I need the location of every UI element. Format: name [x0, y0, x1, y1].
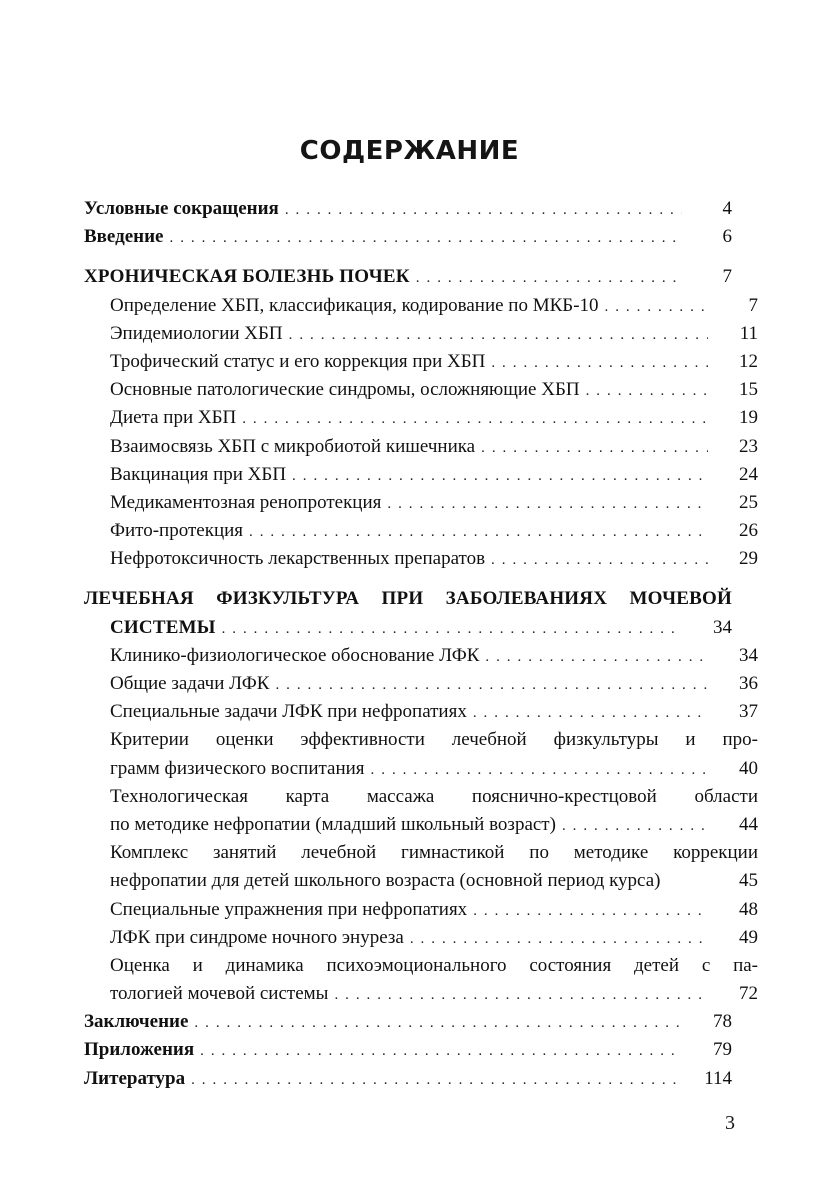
- toc-entry[interactable]: [84, 379, 758, 407]
- toc-entry-label: Клинико-физиологическое обоснование ЛФК: [110, 644, 480, 666]
- toc-entry-line: [110, 870, 758, 898]
- toc-page-number: 37: [739, 701, 758, 723]
- toc-entry-line: [110, 379, 758, 407]
- toc-entry-line: [110, 407, 758, 435]
- toc-entry-label: Условные сокращения: [84, 198, 279, 219]
- toc-entry-line: [84, 1068, 732, 1096]
- toc-entry[interactable]: [84, 786, 758, 842]
- toc-entry-line: [110, 548, 758, 576]
- toc-entry-line: [110, 814, 758, 842]
- toc-entry[interactable]: [84, 899, 758, 927]
- toc-page-number: 19: [739, 407, 758, 429]
- dot-leader: [473, 903, 708, 920]
- dot-leader: [200, 1043, 682, 1060]
- page-folio: 3: [725, 1112, 735, 1134]
- toc-page-number: 12: [739, 350, 758, 372]
- toc-entry[interactable]: [84, 520, 758, 548]
- dot-leader: [242, 411, 708, 428]
- toc-entry-line: [84, 266, 732, 294]
- toc-page-number: 49: [739, 926, 758, 948]
- toc-entry[interactable]: [84, 729, 758, 785]
- toc-entry-label: Основные патологические синдромы, осложняющие ХБП: [110, 379, 580, 401]
- toc-entry-label: Технологическая карта массажа пояснично-крестцовой области: [110, 785, 758, 807]
- toc-entry-label: Вакцинация при ХБП: [110, 463, 287, 485]
- dot-leader: [292, 468, 708, 485]
- toc-entry[interactable]: [84, 548, 758, 576]
- dot-leader: [481, 440, 708, 457]
- toc-entry-label: Нефротоксичность лекарственных препаратов: [110, 548, 486, 570]
- toc-page-number: 25: [739, 491, 758, 513]
- toc-page-number: 4: [722, 198, 732, 219]
- toc-entry-label: Специальные задачи ЛФК при нефропатиях: [110, 701, 467, 723]
- toc-page-number: 34: [713, 616, 732, 638]
- toc-entry-line: [84, 1039, 732, 1067]
- toc-entry-line: [110, 295, 758, 323]
- toc-page-number: 48: [739, 898, 758, 920]
- toc-entry[interactable]: [84, 226, 732, 254]
- toc-entry[interactable]: [84, 295, 758, 323]
- toc-entry-line: [84, 617, 732, 645]
- toc-entry-line: [110, 436, 758, 464]
- dot-leader: [275, 677, 708, 694]
- dot-leader: [491, 355, 708, 372]
- toc-page-number: 7: [748, 294, 758, 316]
- page-title: СОДЕРЖАНИЕ: [299, 136, 520, 166]
- dot-leader: [249, 524, 708, 541]
- toc-entry-line: [110, 955, 758, 983]
- toc-entry[interactable]: [84, 645, 758, 673]
- toc-entry-label: Литература: [84, 1067, 186, 1089]
- toc-entry[interactable]: [84, 1068, 732, 1096]
- toc-entry-line: [110, 351, 758, 379]
- toc-entry-label: по методике нефропатии (младший школьный возраст): [110, 813, 556, 835]
- toc-entry-label: грамм физического воспитания: [110, 757, 365, 779]
- toc-page-number: 79: [713, 1039, 732, 1061]
- toc-page-number: 15: [739, 379, 758, 401]
- toc-entry-line: [110, 758, 758, 786]
- toc-entry[interactable]: [84, 927, 758, 955]
- toc-entry-list: [84, 198, 758, 1096]
- dot-leader: [416, 270, 682, 287]
- toc-entry-line: [110, 729, 758, 757]
- toc-entry[interactable]: [84, 436, 758, 464]
- toc-entry-label: Определение ХБП, классификация, кодирование по МКБ-10: [110, 294, 599, 316]
- toc-entry-label: Комплекс занятий лечебной гимнастикой по методике коррекции: [110, 842, 758, 864]
- toc-entry[interactable]: [84, 351, 758, 379]
- toc-entry-line: [110, 983, 758, 1011]
- toc-page-number: 7: [722, 266, 732, 288]
- toc-entry-line: [84, 226, 732, 254]
- toc-entry-label: Диета при ХБП: [110, 407, 237, 429]
- dot-leader: [485, 649, 708, 666]
- toc-page-number: 78: [713, 1011, 732, 1033]
- toc-entry[interactable]: [84, 588, 732, 644]
- toc-page-number: 72: [739, 983, 758, 1005]
- toc-entry-line: [110, 786, 758, 814]
- toc-entry-label: Трофический статус и его коррекция при ХБП: [110, 350, 486, 372]
- toc-entry-label: Заключение: [84, 1011, 189, 1033]
- toc-page-number: 23: [739, 435, 758, 457]
- dot-leader: [191, 1072, 682, 1089]
- toc-entry-line: [84, 588, 732, 616]
- toc-page-number: 114: [704, 1067, 732, 1089]
- toc-entry-line: [110, 701, 758, 729]
- dot-leader: [371, 762, 708, 779]
- toc-entry-label: СИСТЕМЫ: [110, 616, 216, 638]
- toc-page-number: 29: [739, 548, 758, 570]
- dot-leader: [491, 552, 708, 569]
- toc-entry[interactable]: [84, 464, 758, 492]
- toc-page-number: 44: [739, 813, 758, 835]
- dot-leader: [170, 230, 683, 247]
- dot-leader: [586, 383, 708, 400]
- toc-entry[interactable]: [84, 198, 732, 226]
- dot-leader: [289, 327, 708, 344]
- toc-page-number: 34: [739, 644, 758, 666]
- toc-entry[interactable]: [84, 323, 758, 351]
- toc-entry-line: [84, 1011, 732, 1039]
- toc-page-number: 24: [739, 463, 758, 485]
- toc-entry-line: [110, 323, 758, 351]
- toc-entry-label: Общие задачи ЛФК: [110, 673, 270, 694]
- toc-entry[interactable]: [84, 266, 732, 294]
- toc-entry-label: Фито-протекция: [110, 520, 244, 542]
- toc-entry-label: Специальные упражнения при нефропатиях: [110, 898, 468, 920]
- dot-leader: [222, 621, 682, 638]
- toc-entry-label: Взаимосвязь ХБП с микробиотой кишечника: [110, 435, 476, 457]
- dot-leader: [562, 818, 708, 835]
- dot-leader: [334, 987, 708, 1004]
- toc-entry-label: ХРОНИЧЕСКАЯ БОЛЕЗНЬ ПОЧЕК: [84, 266, 410, 288]
- toc-entry-line: [84, 198, 732, 226]
- toc-entry[interactable]: [84, 842, 758, 898]
- toc-page-number: 11: [739, 322, 758, 344]
- toc-entry-line: [110, 842, 758, 870]
- toc-page-number: 6: [722, 226, 732, 248]
- toc-page-number: 45: [739, 870, 758, 892]
- toc-entry-line: [110, 673, 758, 701]
- toc-entry-label: Введение: [84, 226, 164, 248]
- toc-entry-label: Эпидемиологии ХБП: [110, 322, 283, 344]
- toc-entry-line: [110, 520, 758, 548]
- toc-entry-label: Приложения: [84, 1039, 195, 1061]
- dot-leader: [605, 299, 708, 316]
- toc-entry[interactable]: [84, 1011, 732, 1039]
- toc-entry-line: [110, 492, 758, 520]
- toc-entry-label: Критерии оценки эффективности лечебной физкультуры и про-: [110, 729, 758, 751]
- toc-page-number: 36: [739, 673, 758, 694]
- toc-entry-line: [110, 899, 758, 927]
- dot-leader: [387, 496, 708, 513]
- toc-entry[interactable]: [84, 407, 758, 435]
- toc-page-number: 40: [739, 757, 758, 779]
- toc-entry[interactable]: [84, 492, 758, 520]
- toc-entry-label: Медикаментозная ренопротекция: [110, 491, 382, 513]
- toc-entry[interactable]: [84, 955, 758, 1011]
- toc-entry-line: [110, 927, 758, 955]
- dot-leader: [473, 705, 708, 722]
- dot-leader: [285, 202, 682, 219]
- toc-entry[interactable]: [84, 1039, 732, 1067]
- toc-entry-label: ЛЕЧЕБНАЯ ФИЗКУЛЬТУРА ПРИ ЗАБОЛЕВАНИЯХ МОЧЕВОЙ: [84, 588, 732, 610]
- toc-page-number: 26: [739, 520, 758, 542]
- dot-leader: [194, 1015, 682, 1032]
- toc-entry-label: Оценка и динамика психоэмоционального состояния детей с па-: [110, 954, 758, 976]
- toc-entry-label: нефропатии для детей школьного возраста (основной период курса): [110, 870, 661, 892]
- dot-leader: [410, 931, 708, 948]
- toc-entry-line: [110, 464, 758, 492]
- entry-spacer: [84, 254, 732, 266]
- entry-spacer: [84, 576, 732, 588]
- toc-entry[interactable]: [84, 673, 758, 701]
- toc-entry-line: [110, 645, 758, 673]
- toc-entry-label: тологией мочевой системы: [110, 983, 329, 1005]
- toc-entry-label: ЛФК при синдроме ночного энуреза: [110, 926, 404, 948]
- toc-entry[interactable]: [84, 701, 758, 729]
